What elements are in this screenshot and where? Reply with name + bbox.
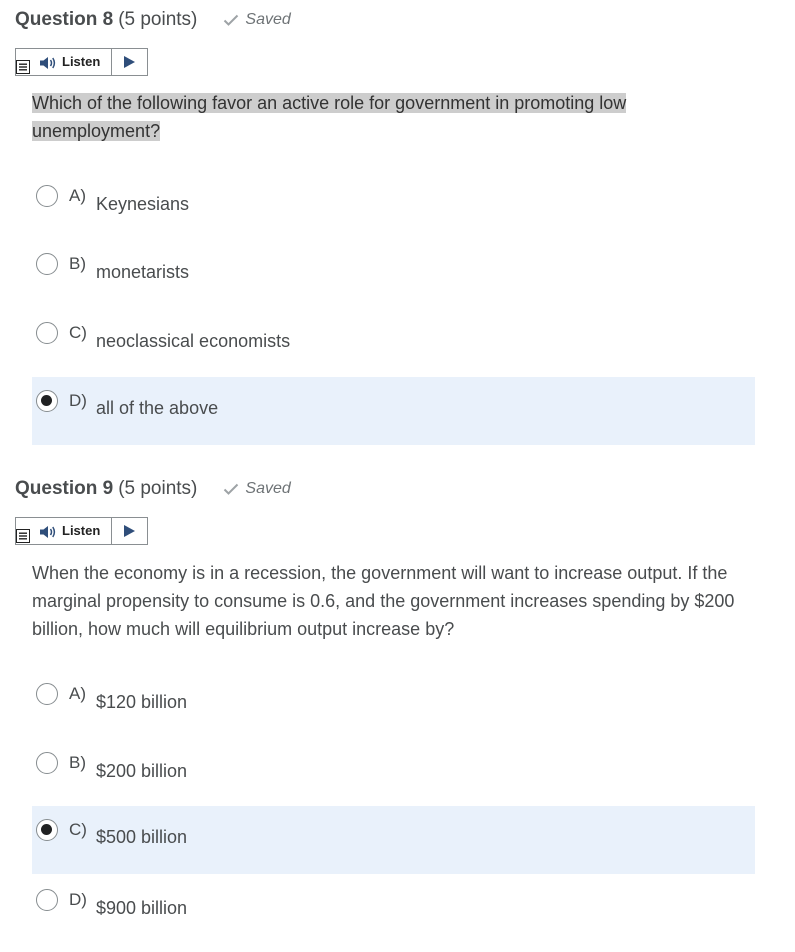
option-letter: A) bbox=[69, 186, 86, 205]
option-letter: C) bbox=[69, 820, 87, 839]
option-a[interactable] bbox=[32, 678, 755, 746]
radio-button-selected[interactable] bbox=[36, 390, 58, 412]
option-letter: A) bbox=[69, 684, 86, 703]
option-text: $900 billion bbox=[96, 898, 188, 918]
saved-status bbox=[223, 480, 290, 498]
play-icon bbox=[124, 525, 135, 537]
radio-button[interactable] bbox=[36, 322, 58, 344]
speaker-icon bbox=[39, 525, 59, 539]
question-text: When the economy is in a recession, the government will want to increase output. If the marginal propensity to consume is 0.6, and the government increases spending by $200 billion, how much will equilibrium output increase by? bbox=[32, 563, 735, 639]
speaker-icon bbox=[39, 56, 59, 70]
saved-status bbox=[223, 11, 290, 29]
listen-widget bbox=[15, 517, 148, 545]
checkmark-icon bbox=[223, 483, 239, 495]
saved-label: Saved bbox=[245, 11, 291, 28]
listen-button[interactable] bbox=[16, 518, 112, 544]
highlighted-question-text: Which of the following favor an active role for government in promoting low unemployment? bbox=[32, 93, 627, 141]
menu-icon[interactable] bbox=[16, 529, 30, 543]
option-b[interactable] bbox=[32, 248, 755, 316]
question-points: (5 points) bbox=[118, 9, 198, 30]
saved-label: Saved bbox=[245, 480, 291, 497]
radio-button[interactable] bbox=[36, 185, 58, 207]
option-letter: D) bbox=[69, 391, 87, 410]
listen-widget bbox=[15, 48, 148, 76]
radio-button[interactable] bbox=[36, 752, 58, 774]
option-c[interactable] bbox=[32, 317, 755, 385]
play-button[interactable] bbox=[112, 518, 147, 544]
radio-button[interactable] bbox=[36, 889, 58, 911]
listen-button[interactable] bbox=[16, 49, 112, 75]
play-icon bbox=[124, 56, 135, 68]
question-text bbox=[32, 89, 752, 145]
option-d[interactable] bbox=[32, 377, 755, 445]
question-title: Question 9 bbox=[15, 478, 114, 499]
option-a[interactable] bbox=[32, 180, 755, 248]
option-text: neoclassical economists bbox=[96, 331, 291, 351]
option-letter: B) bbox=[69, 753, 86, 772]
play-button[interactable] bbox=[112, 49, 147, 75]
listen-label: Listen bbox=[62, 523, 101, 538]
question-header bbox=[15, 476, 291, 502]
listen-label: Listen bbox=[62, 54, 101, 69]
radio-button[interactable] bbox=[36, 253, 58, 275]
option-text: $500 billion bbox=[96, 827, 188, 847]
question-title: Question 8 bbox=[15, 9, 114, 30]
menu-icon[interactable] bbox=[16, 60, 30, 74]
option-text: all of the above bbox=[96, 398, 219, 418]
option-letter: C) bbox=[69, 323, 87, 342]
option-text: $200 billion bbox=[96, 761, 188, 781]
option-b[interactable] bbox=[32, 747, 755, 815]
option-letter: D) bbox=[69, 890, 87, 909]
option-text: $120 billion bbox=[96, 692, 188, 712]
radio-button[interactable] bbox=[36, 683, 58, 705]
option-text: monetarists bbox=[96, 262, 190, 282]
radio-button-selected[interactable] bbox=[36, 819, 58, 841]
question-header bbox=[15, 7, 291, 33]
option-letter: B) bbox=[69, 254, 86, 273]
option-d[interactable] bbox=[32, 884, 755, 952]
question-points: (5 points) bbox=[118, 478, 198, 499]
checkmark-icon bbox=[223, 14, 239, 26]
option-text: Keynesians bbox=[96, 194, 190, 214]
option-c[interactable] bbox=[32, 806, 755, 874]
